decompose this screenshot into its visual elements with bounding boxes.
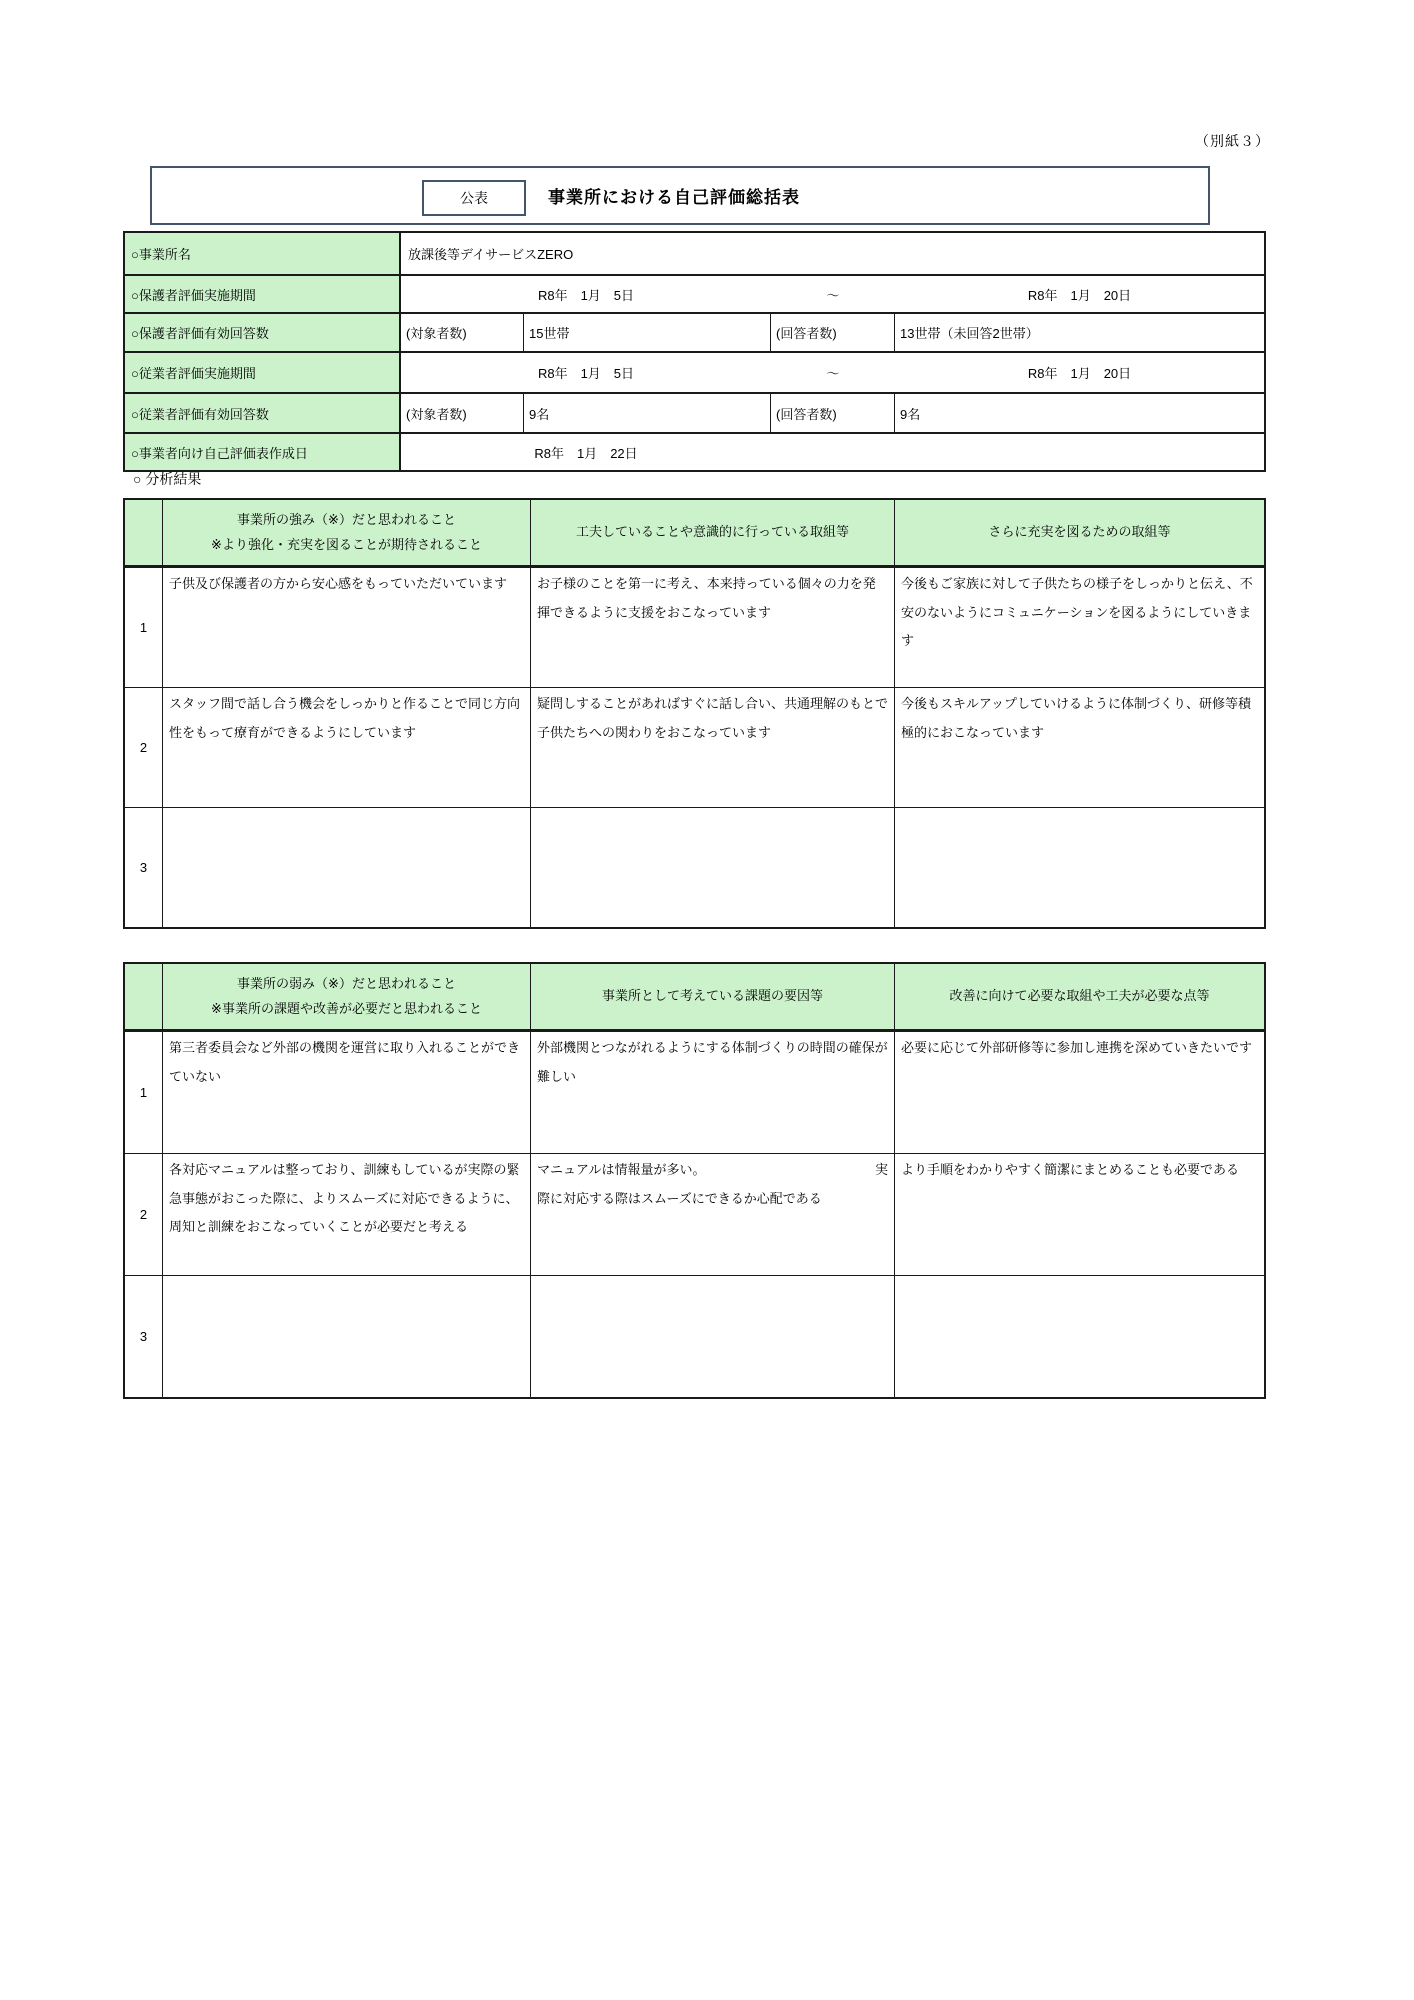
attachment-note: （別紙３）	[1195, 133, 1270, 149]
office-info-table	[123, 231, 1266, 472]
enhancement-text: 今後もご家族に対して子供たちの様子をしっかりと伝え、不安のないようにコミュニケーションを図るようにしていきます	[901, 576, 1253, 649]
page-title: 事業所における自己評価総括表	[548, 188, 800, 207]
weakness-text: 第三者委員会など外部の機関を運営に取り入れることができていない	[163, 1032, 531, 1153]
weaknesses-number-header	[125, 964, 163, 1029]
self-eval-date-label: ○事業者向け自己評価表作成日	[125, 434, 401, 470]
guardian-period-value	[401, 276, 1264, 312]
strengths-col1-header: 事業所の強み（※）だと思われること ※より強化・充実を図ることが期待されること	[163, 500, 531, 565]
cause-text: マニュアルは情報量が多い。 実 際に対応する際はスムーズにできるか心配である	[531, 1154, 895, 1275]
info-row-guardian-responses	[125, 312, 1264, 351]
row-number: 3	[125, 1276, 163, 1397]
enhancement-text: 今後もスキルアップしていけるように体制づくり、研修等積極的におこなっています	[901, 696, 1251, 740]
office-name-label: ○事業所名	[125, 233, 401, 274]
weaknesses-row-3	[125, 1275, 1264, 1397]
weaknesses-row-2	[125, 1153, 1264, 1275]
staff-period-from: R8年 1月 5日	[537, 366, 635, 381]
strengths-row-2	[125, 687, 1264, 807]
office-name-value: 放課後等デイサービスZERO	[408, 247, 574, 262]
improvement-text	[895, 1276, 1264, 1397]
info-row-guardian-period	[125, 274, 1264, 312]
staff-period-label: ○従業者評価実施期間	[125, 353, 401, 392]
self-eval-date-value: R8年 1月 22日	[534, 445, 638, 461]
guardian-target-value: 15世帯	[524, 314, 771, 351]
weaknesses-col1-header: 事業所の弱み（※）だと思われること ※事業所の課題や改善が必要だと思われること	[163, 964, 531, 1029]
guardian-responses-label: ○保護者評価有効回答数	[125, 314, 401, 351]
weakness-text: 各対応マニュアルは整っており、訓練もしているが実際の緊急事態がおこった際に、よりスムーズに対応できるように、周知と訓練をおこなっていくことが必要だと考える	[163, 1154, 531, 1275]
cause-text	[531, 1276, 895, 1397]
analysis-results-heading: ○ 分析結果	[133, 471, 202, 487]
weakness-text	[163, 1276, 531, 1397]
effort-text: 疑問しすることがあればすぐに話し合い、共通理解のもとで子供たちへの関わりをおこなっています	[531, 688, 895, 807]
row-number: 1	[125, 568, 163, 687]
improvement-text: 必要に応じて外部研修等に参加し連携を深めていきたいです	[901, 1040, 1253, 1055]
weaknesses-col3-header: 改善に向けて必要な取組や工夫が必要な点等	[949, 988, 1210, 1004]
guardian-period-from: R8年 1月 5日	[537, 287, 635, 303]
staff-target-value: 9名	[524, 394, 771, 432]
info-row-staff-responses	[125, 392, 1264, 432]
improvement-text: より手順をわかりやすく簡潔にまとめることも必要である	[901, 1162, 1240, 1177]
period-tilde: ～	[826, 366, 840, 381]
guardian-respondent-value: 13世帯（未回答2世帯）	[900, 326, 1039, 341]
weaknesses-table	[123, 962, 1266, 1399]
weaknesses-header-row	[125, 964, 1264, 1031]
guardian-period-to: R8年 1月 20日	[1027, 287, 1132, 303]
strength-text	[163, 808, 531, 927]
strength-text: 子供及び保護者の方から安心感をもっていただいています	[163, 568, 531, 687]
weaknesses-row-1	[125, 1031, 1264, 1153]
staff-period-to: R8年 1月 20日	[1027, 366, 1132, 381]
row-number: 1	[125, 1032, 163, 1153]
publish-stamp-box	[422, 180, 526, 216]
strengths-table	[123, 498, 1266, 929]
weaknesses-col2-header: 事業所として考えている課題の要因等	[531, 964, 895, 1029]
enhancement-text	[895, 808, 1264, 927]
staff-respondent-label: (回答者数)	[771, 394, 895, 432]
row-number: 2	[125, 1154, 163, 1275]
effort-text	[531, 808, 895, 927]
strengths-header-row	[125, 500, 1264, 567]
publish-label: 公表	[460, 190, 488, 206]
staff-respondent-value: 9名	[900, 406, 921, 422]
strength-text: スタッフ間で話し合う機会をしっかりと作ることで同じ方向性をもって療育ができるようにしています	[163, 688, 531, 807]
guardian-respondent-label: (回答者数)	[771, 314, 895, 351]
info-row-staff-period	[125, 351, 1264, 392]
strengths-row-3	[125, 807, 1264, 927]
row-number: 3	[125, 808, 163, 927]
guardian-target-label: (対象者数)	[401, 314, 524, 351]
strengths-row-1	[125, 567, 1264, 687]
row-number: 2	[125, 688, 163, 807]
strengths-col2-header: 工夫していることや意識的に行っている取組等	[531, 500, 895, 565]
staff-responses-label: ○従業者評価有効回答数	[125, 394, 401, 432]
title-banner	[150, 166, 1210, 225]
effort-text: お子様のことを第一に考え、本来持っている個々の力を発揮できるように支援をおこなっています	[531, 568, 895, 687]
guardian-period-label: ○保護者評価実施期間	[125, 276, 401, 312]
period-tilde: ～	[826, 287, 840, 303]
info-row-office-name	[125, 233, 1264, 274]
strengths-col3-header: さらに充実を図るための取組等	[988, 524, 1171, 540]
info-row-self-eval-date	[125, 432, 1264, 470]
staff-target-label: (対象者数)	[401, 394, 524, 432]
strengths-number-header	[125, 500, 163, 565]
cause-text: 外部機関とつながれるようにする体制づくりの時間の確保が難しい	[531, 1032, 895, 1153]
staff-period-value	[401, 353, 1264, 392]
